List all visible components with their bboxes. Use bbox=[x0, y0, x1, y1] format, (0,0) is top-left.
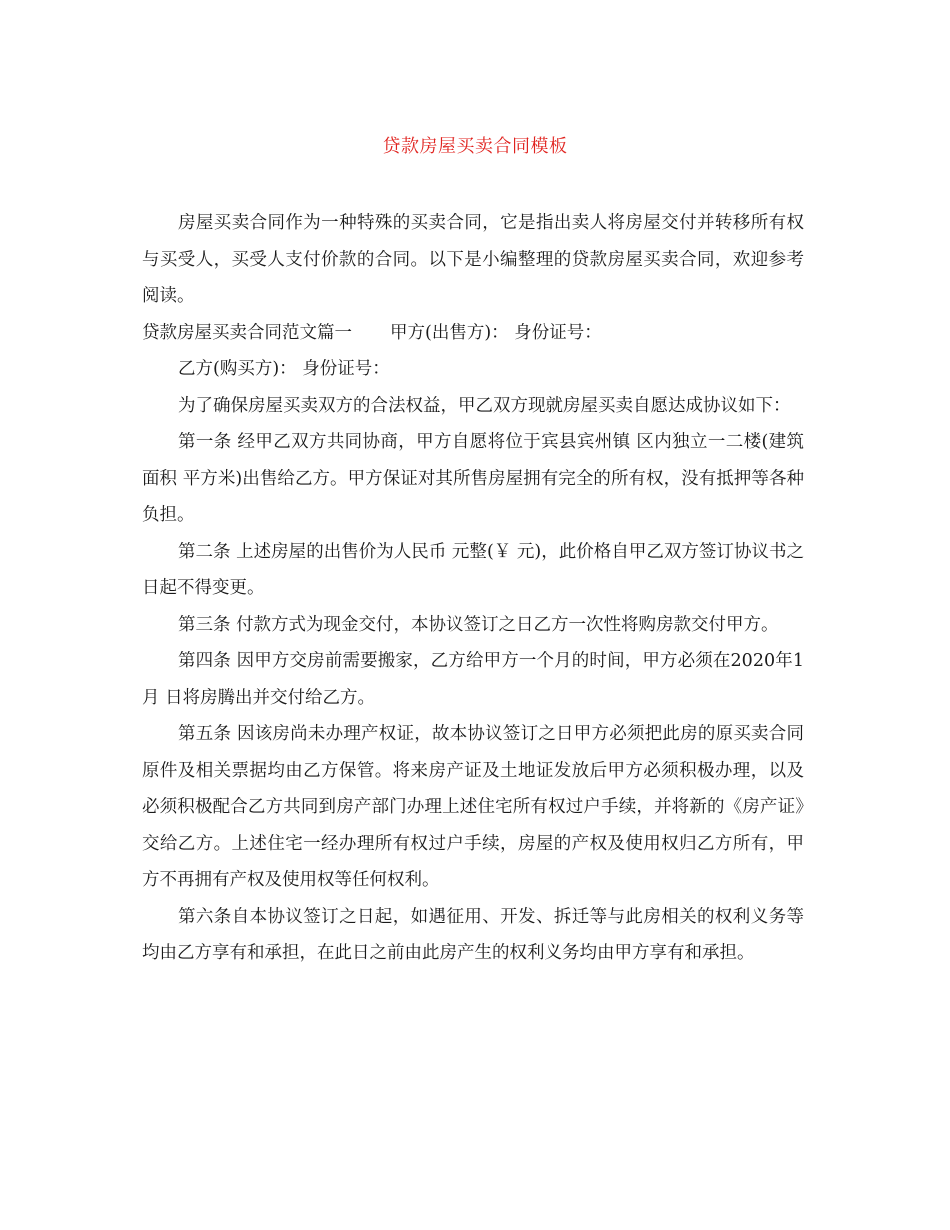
article-4: 第四条 因甲方交房前需要搬家，乙方给甲方一个月的时间，甲方必须在2020年1月 日将房腾出并交付给乙方。 bbox=[142, 651, 804, 708]
article-2: 第二条 上述房屋的出售价为人民币 元整(￥ 元)，此价格自甲乙双方签订协议书之日起不得变更。 bbox=[142, 541, 804, 598]
intro-paragraph: 房屋买卖合同作为一种特殊的买卖合同，它是指出卖人将房屋交付并转移所有权与买受人，买受人支付价款的合同。以下是小编整理的贷款房屋买卖合同，欢迎参考阅读。 bbox=[142, 213, 804, 306]
article-5: 第五条 因该房尚未办理产权证，故本协议签订之日甲方必须把此房的原买卖合同原件及相关票据均由乙方保管。将来房产证及土地证发放后甲方必须积极办理，以及必须积极配合乙方共同到房产部门办理上述住宅所有权过户手续，并将新的《房产证》交给乙方。上述住宅一经办理所有权过户手续，房屋的产权及使用权归乙方所有，甲方不再拥有产权及使用权等任何权利。 bbox=[142, 724, 804, 890]
party-a-line: 甲方(出售方)： 身份证号： bbox=[390, 322, 602, 343]
document-title: 贷款房屋买卖合同模板 bbox=[382, 136, 568, 157]
article-3: 第三条 付款方式为现金交付，本协议签订之日乙方一次性将购房款交付甲方。 bbox=[178, 614, 779, 635]
section-heading: 贷款房屋买卖合同范文篇一 bbox=[142, 322, 352, 343]
document-body bbox=[142, 205, 804, 972]
section-heading-line bbox=[142, 315, 804, 352]
party-b-line: 乙方(购买方)： 身份证号： bbox=[178, 359, 390, 379]
preamble-paragraph: 为了确保房屋买卖双方的合法权益，甲乙双方现就房屋买卖自愿达成协议如下： bbox=[178, 395, 791, 416]
article-6: 第六条自本协议签订之日起，如遇征用、开发、拆迁等与此房相关的权利义务等均由乙方享有和承担，在此日之前由此房产生的权利义务均由甲方享有和承担。 bbox=[142, 906, 804, 963]
article-1: 第一条 经甲乙双方共同协商，甲方自愿将位于宾县宾州镇 区内独立一二楼(建筑面积 平方米)出售给乙方。甲方保证对其所售房屋拥有完全的所有权，没有抵押等各种负担。 bbox=[142, 432, 804, 525]
